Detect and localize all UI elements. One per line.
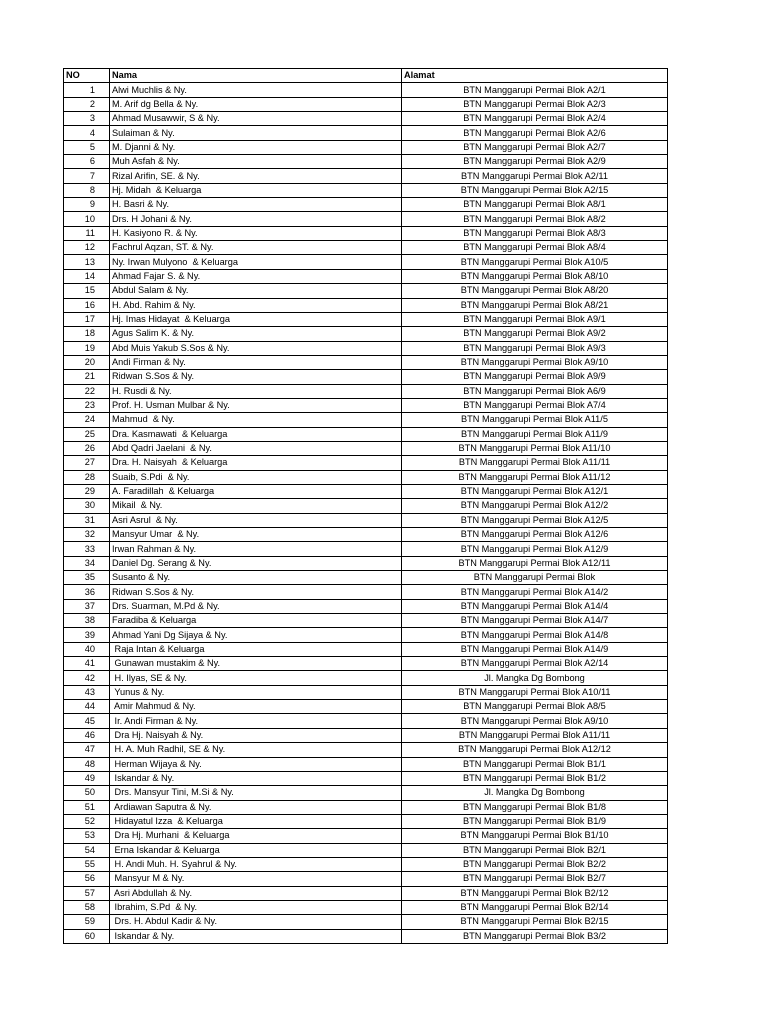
table-row — [64, 398, 668, 412]
table-row — [64, 269, 668, 283]
cell-no: 12 — [64, 241, 110, 255]
cell-nama: Agus Salim K. & Ny. — [110, 327, 402, 341]
column-header-no: NO — [64, 69, 110, 83]
cell-no: 29 — [64, 484, 110, 498]
table-row — [64, 427, 668, 441]
cell-no: 36 — [64, 585, 110, 599]
table-row — [64, 441, 668, 455]
table-row — [64, 800, 668, 814]
table-row — [64, 814, 668, 828]
column-header-nama: Nama — [110, 69, 402, 83]
cell-nama: Ir. Andi Firman & Ny. — [110, 714, 402, 728]
cell-no: 49 — [64, 771, 110, 785]
cell-alamat: BTN Manggarupi Permai Blok — [402, 571, 668, 585]
cell-no: 39 — [64, 628, 110, 642]
cell-alamat: BTN Manggarupi Permai Blok A8/2 — [402, 212, 668, 226]
table-row — [64, 714, 668, 728]
cell-nama: Iskandar & Ny. — [110, 771, 402, 785]
table-row — [64, 900, 668, 914]
cell-no: 34 — [64, 556, 110, 570]
cell-nama: Hidayatul Izza & Keluarga — [110, 814, 402, 828]
cell-nama: Ridwan S.Sos & Ny. — [110, 370, 402, 384]
cell-nama: Dra. Kasmawati & Keluarga — [110, 427, 402, 441]
cell-no: 43 — [64, 685, 110, 699]
cell-alamat: BTN Manggarupi Permai Blok A8/5 — [402, 700, 668, 714]
cell-nama: Drs. H. Abdul Kadir & Ny. — [110, 915, 402, 929]
cell-alamat: BTN Manggarupi Permai Blok A12/12 — [402, 743, 668, 757]
cell-no: 21 — [64, 370, 110, 384]
table-row — [64, 542, 668, 556]
cell-nama: Mansyur M & Ny. — [110, 872, 402, 886]
cell-no: 11 — [64, 226, 110, 240]
cell-alamat: BTN Manggarupi Permai Blok A2/7 — [402, 140, 668, 154]
cell-alamat: BTN Manggarupi Permai Blok B2/1 — [402, 843, 668, 857]
cell-alamat: BTN Manggarupi Permai Blok A2/14 — [402, 657, 668, 671]
cell-nama: Alwi Muchlis & Ny. — [110, 83, 402, 97]
cell-nama: Erna Iskandar & Keluarga — [110, 843, 402, 857]
cell-alamat: BTN Manggarupi Permai Blok A9/9 — [402, 370, 668, 384]
cell-no: 48 — [64, 757, 110, 771]
table-row — [64, 685, 668, 699]
cell-alamat: BTN Manggarupi Permai Blok A11/9 — [402, 427, 668, 441]
cell-nama: Abd Muis Yakub S.Sos & Ny. — [110, 341, 402, 355]
table-row — [64, 929, 668, 943]
cell-nama: Asri Abdullah & Ny. — [110, 886, 402, 900]
table-row — [64, 470, 668, 484]
cell-nama: Hj. Midah & Keluarga — [110, 183, 402, 197]
table-row — [64, 585, 668, 599]
cell-nama: Amir Mahmud & Ny. — [110, 700, 402, 714]
cell-no: 26 — [64, 441, 110, 455]
cell-nama: Mahmud & Ny. — [110, 413, 402, 427]
cell-nama: Prof. H. Usman Mulbar & Ny. — [110, 398, 402, 412]
cell-nama: Muh Asfah & Ny. — [110, 155, 402, 169]
cell-alamat: BTN Manggarupi Permai Blok B1/2 — [402, 771, 668, 785]
cell-alamat: BTN Manggarupi Permai Blok A8/4 — [402, 241, 668, 255]
cell-nama: Dra Hj. Naisyah & Ny. — [110, 728, 402, 742]
table-body — [64, 83, 668, 944]
cell-alamat: Jl. Mangka Dg Bombong — [402, 786, 668, 800]
cell-nama: Abd Qadri Jaelani & Ny. — [110, 441, 402, 455]
cell-no: 5 — [64, 140, 110, 154]
cell-nama: Ny. Irwan Mulyono & Keluarga — [110, 255, 402, 269]
cell-nama: Ridwan S.Sos & Ny. — [110, 585, 402, 599]
table-row — [64, 384, 668, 398]
cell-no: 8 — [64, 183, 110, 197]
cell-alamat: BTN Manggarupi Permai Blok A12/6 — [402, 528, 668, 542]
cell-no: 22 — [64, 384, 110, 398]
cell-alamat: BTN Manggarupi Permai Blok B2/12 — [402, 886, 668, 900]
cell-alamat: BTN Manggarupi Permai Blok A12/1 — [402, 484, 668, 498]
cell-no: 6 — [64, 155, 110, 169]
cell-alamat: BTN Manggarupi Permai Blok A10/5 — [402, 255, 668, 269]
cell-no: 46 — [64, 728, 110, 742]
table-row — [64, 97, 668, 111]
table-row — [64, 312, 668, 326]
cell-no: 50 — [64, 786, 110, 800]
cell-nama: M. Arif dg Bella & Ny. — [110, 97, 402, 111]
cell-no: 35 — [64, 571, 110, 585]
cell-no: 38 — [64, 614, 110, 628]
table-row — [64, 571, 668, 585]
table-row — [64, 140, 668, 154]
cell-no: 31 — [64, 513, 110, 527]
table-row — [64, 456, 668, 470]
cell-nama: Ibrahim, S.Pd & Ny. — [110, 900, 402, 914]
cell-alamat: BTN Manggarupi Permai Blok A8/10 — [402, 269, 668, 283]
table-row — [64, 642, 668, 656]
cell-no: 40 — [64, 642, 110, 656]
table-row — [64, 700, 668, 714]
cell-no: 54 — [64, 843, 110, 857]
cell-alamat: BTN Manggarupi Permai Blok A9/1 — [402, 312, 668, 326]
table-row — [64, 829, 668, 843]
cell-no: 7 — [64, 169, 110, 183]
table-row — [64, 83, 668, 97]
cell-alamat: BTN Manggarupi Permai Blok A14/4 — [402, 599, 668, 613]
cell-no: 1 — [64, 83, 110, 97]
cell-alamat: BTN Manggarupi Permai Blok A14/9 — [402, 642, 668, 656]
cell-alamat: BTN Manggarupi Permai Blok A11/5 — [402, 413, 668, 427]
cell-alamat: BTN Manggarupi Permai Blok A11/12 — [402, 470, 668, 484]
cell-no: 42 — [64, 671, 110, 685]
cell-alamat: BTN Manggarupi Permai Blok A12/11 — [402, 556, 668, 570]
table-row — [64, 599, 668, 613]
table-row — [64, 857, 668, 871]
cell-nama: Herman Wijaya & Ny. — [110, 757, 402, 771]
table-row — [64, 327, 668, 341]
cell-no: 15 — [64, 284, 110, 298]
cell-no: 33 — [64, 542, 110, 556]
cell-no: 13 — [64, 255, 110, 269]
table-row — [64, 155, 668, 169]
cell-no: 14 — [64, 269, 110, 283]
cell-nama: Fachrul Aqzan, ST. & Ny. — [110, 241, 402, 255]
cell-alamat: BTN Manggarupi Permai Blok B1/10 — [402, 829, 668, 843]
cell-no: 17 — [64, 312, 110, 326]
cell-alamat: BTN Manggarupi Permai Blok A12/9 — [402, 542, 668, 556]
cell-no: 47 — [64, 743, 110, 757]
cell-alamat: BTN Manggarupi Permai Blok B1/1 — [402, 757, 668, 771]
cell-no: 19 — [64, 341, 110, 355]
cell-no: 30 — [64, 499, 110, 513]
cell-alamat: BTN Manggarupi Permai Blok A8/21 — [402, 298, 668, 312]
table-row — [64, 843, 668, 857]
table-row — [64, 169, 668, 183]
table-row — [64, 212, 668, 226]
cell-alamat: BTN Manggarupi Permai Blok A2/6 — [402, 126, 668, 140]
cell-no: 41 — [64, 657, 110, 671]
table-row — [64, 771, 668, 785]
table-row — [64, 886, 668, 900]
cell-alamat: BTN Manggarupi Permai Blok A10/11 — [402, 685, 668, 699]
cell-no: 51 — [64, 800, 110, 814]
cell-no: 24 — [64, 413, 110, 427]
cell-nama: Dra. H. Naisyah & Keluarga — [110, 456, 402, 470]
cell-no: 55 — [64, 857, 110, 871]
cell-alamat: BTN Manggarupi Permai Blok A2/11 — [402, 169, 668, 183]
cell-alamat: BTN Manggarupi Permai Blok A9/10 — [402, 355, 668, 369]
cell-alamat: BTN Manggarupi Permai Blok A8/3 — [402, 226, 668, 240]
table-row — [64, 728, 668, 742]
cell-no: 58 — [64, 900, 110, 914]
table-row — [64, 513, 668, 527]
table-row — [64, 112, 668, 126]
table-row — [64, 413, 668, 427]
cell-no: 37 — [64, 599, 110, 613]
cell-no: 32 — [64, 528, 110, 542]
cell-nama: Raja Intan & Keluarga — [110, 642, 402, 656]
cell-nama: Sulaiman & Ny. — [110, 126, 402, 140]
cell-no: 25 — [64, 427, 110, 441]
cell-nama: M. Djanni & Ny. — [110, 140, 402, 154]
cell-no: 53 — [64, 829, 110, 843]
table-row — [64, 284, 668, 298]
cell-nama: Faradiba & Keluarga — [110, 614, 402, 628]
cell-alamat: BTN Manggarupi Permai Blok B2/14 — [402, 900, 668, 914]
cell-alamat: BTN Manggarupi Permai Blok A11/10 — [402, 441, 668, 455]
table-row — [64, 872, 668, 886]
cell-nama: Drs. H Johani & Ny. — [110, 212, 402, 226]
cell-alamat: BTN Manggarupi Permai Blok B1/9 — [402, 814, 668, 828]
cell-nama: Suaib, S.Pdi & Ny. — [110, 470, 402, 484]
cell-alamat: BTN Manggarupi Permai Blok A11/11 — [402, 728, 668, 742]
cell-nama: Abdul Salam & Ny. — [110, 284, 402, 298]
cell-nama: Ardiawan Saputra & Ny. — [110, 800, 402, 814]
cell-alamat: BTN Manggarupi Permai Blok B2/2 — [402, 857, 668, 871]
cell-alamat: BTN Manggarupi Permai Blok B2/15 — [402, 915, 668, 929]
cell-nama: Drs. Mansyur Tini, M.Si & Ny. — [110, 786, 402, 800]
cell-nama: Mikail & Ny. — [110, 499, 402, 513]
cell-alamat: BTN Manggarupi Permai Blok A9/10 — [402, 714, 668, 728]
cell-alamat: BTN Manggarupi Permai Blok A8/20 — [402, 284, 668, 298]
cell-alamat: BTN Manggarupi Permai Blok A12/5 — [402, 513, 668, 527]
cell-nama: Rizal Arifin, SE. & Ny. — [110, 169, 402, 183]
cell-no: 2 — [64, 97, 110, 111]
cell-alamat: BTN Manggarupi Permai Blok A6/9 — [402, 384, 668, 398]
table-row — [64, 241, 668, 255]
cell-no: 4 — [64, 126, 110, 140]
cell-alamat: Jl. Mangka Dg Bombong — [402, 671, 668, 685]
cell-alamat: BTN Manggarupi Permai Blok B1/8 — [402, 800, 668, 814]
table-row — [64, 657, 668, 671]
table-row — [64, 341, 668, 355]
cell-no: 10 — [64, 212, 110, 226]
table-row — [64, 298, 668, 312]
cell-no: 9 — [64, 198, 110, 212]
cell-nama: Dra Hj. Murhani & Keluarga — [110, 829, 402, 843]
cell-nama: H. Kasiyono R. & Ny. — [110, 226, 402, 240]
table-row — [64, 183, 668, 197]
cell-nama: Iskandar & Ny. — [110, 929, 402, 943]
table-row — [64, 743, 668, 757]
cell-nama: Asri Asrul & Ny. — [110, 513, 402, 527]
table-row — [64, 370, 668, 384]
cell-no: 59 — [64, 915, 110, 929]
cell-alamat: BTN Manggarupi Permai Blok A2/3 — [402, 97, 668, 111]
cell-no: 45 — [64, 714, 110, 728]
table-header-row — [64, 69, 668, 83]
resident-table — [63, 68, 668, 944]
cell-no: 56 — [64, 872, 110, 886]
cell-nama: Mansyur Umar & Ny. — [110, 528, 402, 542]
cell-alamat: BTN Manggarupi Permai Blok A9/3 — [402, 341, 668, 355]
cell-nama: H. Abd. Rahim & Ny. — [110, 298, 402, 312]
cell-no: 18 — [64, 327, 110, 341]
cell-no: 16 — [64, 298, 110, 312]
cell-nama: H. Basri & Ny. — [110, 198, 402, 212]
table-row — [64, 255, 668, 269]
cell-alamat: BTN Manggarupi Permai Blok B2/7 — [402, 872, 668, 886]
table-row — [64, 484, 668, 498]
table-row — [64, 614, 668, 628]
document-sheet — [63, 68, 667, 944]
cell-alamat: BTN Manggarupi Permai Blok A14/7 — [402, 614, 668, 628]
cell-nama: Yunus & Ny. — [110, 685, 402, 699]
cell-nama: Ahmad Musawwir, S & Ny. — [110, 112, 402, 126]
cell-nama: A. Faradillah & Keluarga — [110, 484, 402, 498]
cell-alamat: BTN Manggarupi Permai Blok A8/1 — [402, 198, 668, 212]
table-row — [64, 915, 668, 929]
table-row — [64, 556, 668, 570]
cell-alamat: BTN Manggarupi Permai Blok A2/4 — [402, 112, 668, 126]
cell-alamat: BTN Manggarupi Permai Blok A12/2 — [402, 499, 668, 513]
cell-alamat: BTN Manggarupi Permai Blok A9/2 — [402, 327, 668, 341]
table-row — [64, 628, 668, 642]
cell-nama: Andi Firman & Ny. — [110, 355, 402, 369]
cell-alamat: BTN Manggarupi Permai Blok A2/1 — [402, 83, 668, 97]
cell-alamat: BTN Manggarupi Permai Blok A2/15 — [402, 183, 668, 197]
cell-nama: Ahmad Fajar S. & Ny. — [110, 269, 402, 283]
cell-nama: Daniel Dg. Serang & Ny. — [110, 556, 402, 570]
cell-no: 57 — [64, 886, 110, 900]
cell-nama: Hj. Imas Hidayat & Keluarga — [110, 312, 402, 326]
table-row — [64, 671, 668, 685]
cell-nama: H. Rusdi & Ny. — [110, 384, 402, 398]
cell-alamat: BTN Manggarupi Permai Blok A14/2 — [402, 585, 668, 599]
cell-nama: Gunawan mustakim & Ny. — [110, 657, 402, 671]
cell-no: 27 — [64, 456, 110, 470]
cell-no: 23 — [64, 398, 110, 412]
table-row — [64, 499, 668, 513]
cell-no: 3 — [64, 112, 110, 126]
cell-no: 52 — [64, 814, 110, 828]
cell-no: 60 — [64, 929, 110, 943]
table-row — [64, 355, 668, 369]
cell-alamat: BTN Manggarupi Permai Blok A14/8 — [402, 628, 668, 642]
cell-nama: Drs. Suarman, M.Pd & Ny. — [110, 599, 402, 613]
cell-alamat: BTN Manggarupi Permai Blok A7/4 — [402, 398, 668, 412]
cell-no: 44 — [64, 700, 110, 714]
cell-alamat: BTN Manggarupi Permai Blok A11/11 — [402, 456, 668, 470]
cell-no: 20 — [64, 355, 110, 369]
cell-nama: Ahmad Yani Dg Sijaya & Ny. — [110, 628, 402, 642]
cell-alamat: BTN Manggarupi Permai Blok A2/9 — [402, 155, 668, 169]
table-row — [64, 126, 668, 140]
cell-nama: H. Ilyas, SE & Ny. — [110, 671, 402, 685]
cell-nama: Susanto & Ny. — [110, 571, 402, 585]
cell-nama: Irwan Rahman & Ny. — [110, 542, 402, 556]
table-row — [64, 226, 668, 240]
table-row — [64, 757, 668, 771]
cell-nama: H. A. Muh Radhil, SE & Ny. — [110, 743, 402, 757]
table-row — [64, 786, 668, 800]
cell-nama: H. Andi Muh. H. Syahrul & Ny. — [110, 857, 402, 871]
cell-no: 28 — [64, 470, 110, 484]
cell-alamat: BTN Manggarupi Permai Blok B3/2 — [402, 929, 668, 943]
table-row — [64, 198, 668, 212]
column-header-alamat: Alamat — [402, 69, 668, 83]
table-row — [64, 528, 668, 542]
